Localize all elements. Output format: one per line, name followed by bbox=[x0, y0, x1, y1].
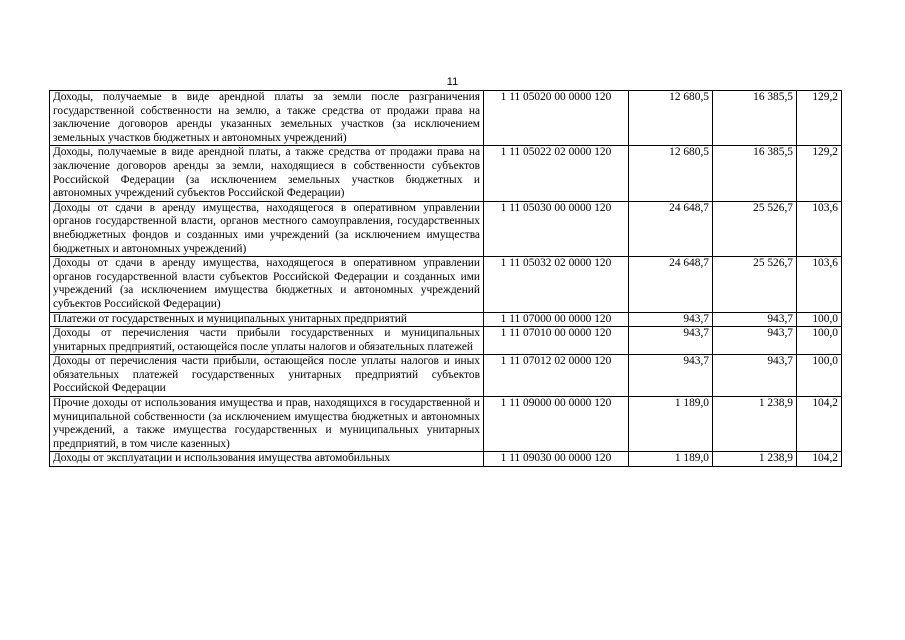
row-description: Доходы от перечисления части прибыли государственных и муниципальных унитарных предприятий, остающейся после уплаты налогов и обязательных платежей bbox=[50, 327, 484, 355]
table-row bbox=[50, 201, 842, 256]
table-row bbox=[50, 312, 842, 327]
row-actual: 25 526,7 bbox=[713, 257, 797, 312]
row-description: Доходы, получаемые в виде арендной платы за земли после разграничения государственной собственности на землю, а также средства от продажи права на заключение договоров аренды указанных земельных участков (за исключением земельных участков бюджетных и автономных учреждений) bbox=[50, 91, 484, 146]
row-percent: 103,6 bbox=[797, 201, 842, 256]
row-actual: 16 385,5 bbox=[713, 146, 797, 201]
row-percent: 104,2 bbox=[797, 452, 842, 467]
row-description: Доходы от сдачи в аренду имущества, находящегося в оперативном управлении органов государственной власти, органов местного самоуправления, государственных внебюджетных фондов и созданных ими учреждений (за исключением имущества бюджетных и автономных учреждений) bbox=[50, 201, 484, 256]
row-percent: 129,2 bbox=[797, 146, 842, 201]
table-row bbox=[50, 397, 842, 452]
row-actual: 943,7 bbox=[713, 312, 797, 327]
row-code: 1 11 09000 00 0000 120 bbox=[484, 397, 629, 452]
row-planned: 12 680,5 bbox=[629, 91, 713, 146]
row-description: Доходы, получаемые в виде арендной платы, а также средства от продажи права на заключение договоров аренды за земли, находящиеся в собственности субъектов Российской Федерации (за исключением земельных участков бюджетных и автономных учреждений субъектов Российской Федерации) bbox=[50, 146, 484, 201]
row-percent: 100,0 bbox=[797, 355, 842, 397]
row-code: 1 11 05020 00 0000 120 bbox=[484, 91, 629, 146]
row-planned: 1 189,0 bbox=[629, 397, 713, 452]
row-actual: 1 238,9 bbox=[713, 452, 797, 467]
page-number: 11 bbox=[446, 76, 459, 88]
row-description: Доходы от эксплуатации и использования имущества автомобильных bbox=[50, 452, 484, 467]
row-percent: 103,6 bbox=[797, 257, 842, 312]
row-code: 1 11 05032 02 0000 120 bbox=[484, 257, 629, 312]
table-row bbox=[50, 327, 842, 355]
row-description: Прочие доходы от использования имущества и прав, находящихся в государственной и муниципальной собственности (за исключением имущества бюджетных и автономных учреждений, а также имущества государственных и муниципальных унитарных предприятий, в том числе казенных) bbox=[50, 397, 484, 452]
row-description: Платежи от государственных и муниципальных унитарных предприятий bbox=[50, 312, 484, 327]
row-code: 1 11 07010 00 0000 120 bbox=[484, 327, 629, 355]
row-planned: 1 189,0 bbox=[629, 452, 713, 467]
table-row bbox=[50, 146, 842, 201]
row-planned: 12 680,5 bbox=[629, 146, 713, 201]
row-actual: 1 238,9 bbox=[713, 397, 797, 452]
row-code: 1 11 07012 02 0000 120 bbox=[484, 355, 629, 397]
row-actual: 943,7 bbox=[713, 355, 797, 397]
row-planned: 943,7 bbox=[629, 312, 713, 327]
table-row bbox=[50, 355, 842, 397]
table-row bbox=[50, 452, 842, 467]
row-description: Доходы от сдачи в аренду имущества, находящегося в оперативном управлении органов государственной власти субъектов Российской Федерации и созданных ими учреждений (за исключением имущества бюджетных и автономных учреждений субъектов Российской Федерации) bbox=[50, 257, 484, 312]
table-row bbox=[50, 257, 842, 312]
row-planned: 24 648,7 bbox=[629, 201, 713, 256]
row-percent: 129,2 bbox=[797, 91, 842, 146]
row-percent: 100,0 bbox=[797, 327, 842, 355]
revenue-table bbox=[49, 90, 842, 467]
row-percent: 104,2 bbox=[797, 397, 842, 452]
row-planned: 943,7 bbox=[629, 355, 713, 397]
row-description: Доходы от перечисления части прибыли, остающейся после уплаты налогов и иных обязательных платежей государственных унитарных предприятий субъектов Российской Федерации bbox=[50, 355, 484, 397]
row-code: 1 11 05030 00 0000 120 bbox=[484, 201, 629, 256]
row-planned: 943,7 bbox=[629, 327, 713, 355]
row-code: 1 11 05022 02 0000 120 bbox=[484, 146, 629, 201]
row-actual: 16 385,5 bbox=[713, 91, 797, 146]
row-actual: 943,7 bbox=[713, 327, 797, 355]
row-actual: 25 526,7 bbox=[713, 201, 797, 256]
row-code: 1 11 09030 00 0000 120 bbox=[484, 452, 629, 467]
row-percent: 100,0 bbox=[797, 312, 842, 327]
row-code: 1 11 07000 00 0000 120 bbox=[484, 312, 629, 327]
row-planned: 24 648,7 bbox=[629, 257, 713, 312]
table-row bbox=[50, 91, 842, 146]
